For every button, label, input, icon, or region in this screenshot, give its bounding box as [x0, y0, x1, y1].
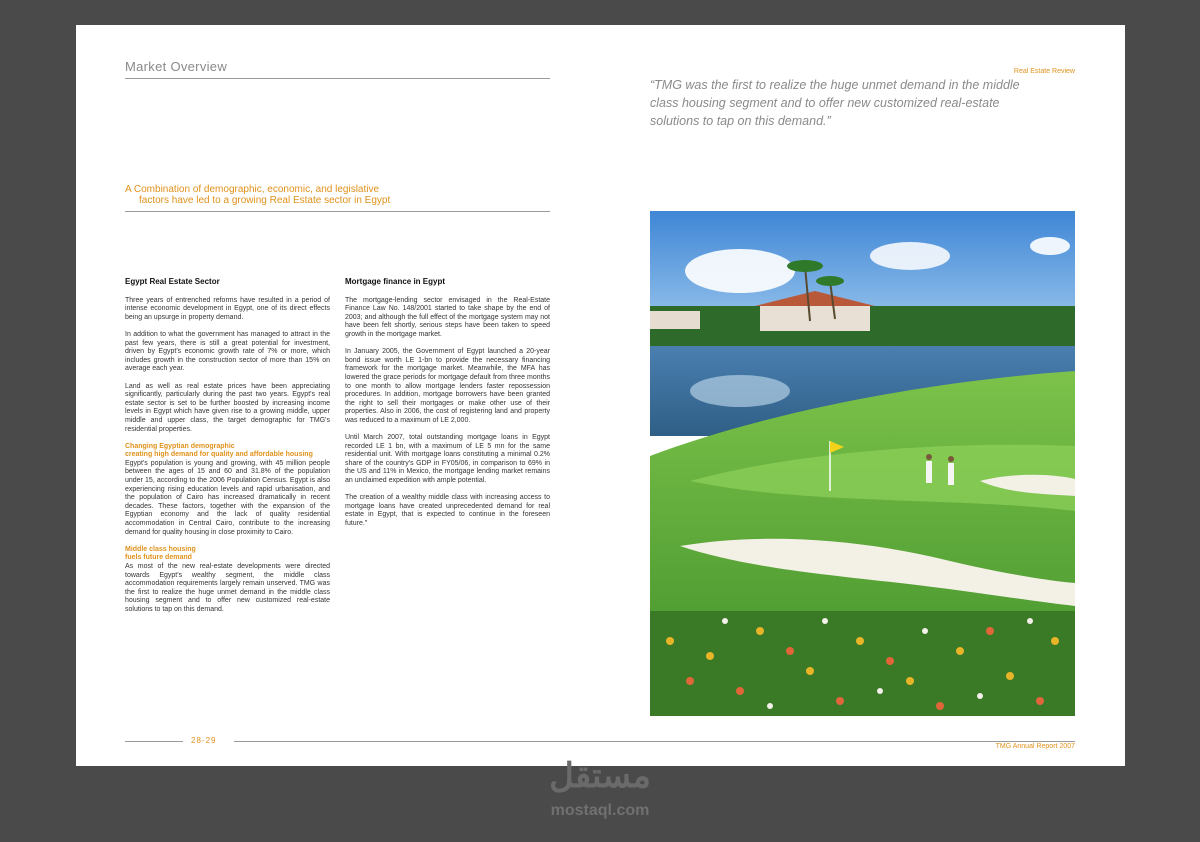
subheading-demographic-2: creating high demand for quality and affordable housing [125, 451, 313, 459]
pull-quote: “TMG was the first to realize the huge unmet demand in the middle class housing segment and to offer new customized real-estate solutions to tap on this demand.” [650, 78, 1020, 128]
section-title: Market Overview [125, 59, 228, 74]
footer-rule-left [125, 741, 183, 742]
review-label: Real Estate Review [1013, 68, 1075, 75]
subheading-middle-class-1: Middle class housing [125, 545, 196, 553]
subtitle-line-1: A Combination of demographic, economic, and legislative [125, 184, 380, 195]
paragraph: Three years of entrenched reforms have resulted in a period of intense economic development in Egypt, one of its direct effects being an upsurge in property demand. [125, 296, 330, 321]
heading-mortgage-finance: Mortgage finance in Egypt [345, 277, 446, 286]
paragraph: Until March 2007, total outstanding mortgage loans in Egypt recorded LE 1 bn, with a maximum of LE 5 mn for the same residential unit. With mortgage loans constituting a minimal 0.2% share of the country's GDP in FY05/06, in comparison to 69% in the US and 11% in Mexico, the mortgage lending market remains an unclaimed expedition with ample potential. [345, 434, 550, 485]
watermark-arabic: مستقل [549, 757, 651, 795]
heading-egypt-real-estate: Egypt Real Estate Sector [125, 277, 220, 286]
section-subtitle [125, 184, 545, 206]
paragraph: In addition to what the government has managed to attract in the past few years, there is still a great potential for investment, driven by Egypt's economic growth rate of 7% or more, which includes growth in the construction sector of more than 15% on average each year. [125, 330, 330, 373]
paragraph: In January 2005, the Government of Egypt launched a 20-year bond issue worth LE 1-bn to provide the necessary financing framework for the mortgage market. Meanwhile, the MFA has lowered the grace periods for mortgage default from three months to one month to allow mortgage lenders faster repossession procedures. In addition, mortgage borrowers have been granted the right to sell their mortgages or make other use of their properties. Also in 2006, the cost of registering land and property was reduced to a maximum of LE 2,000. [345, 348, 550, 424]
subtitle-rule [125, 211, 550, 212]
golf-course-illustration [650, 211, 1075, 716]
page-numbers: 28-29 [191, 736, 217, 745]
paragraph: The creation of a wealthy middle class with increasing access to mortgage loans have created unprecedented demand for real estate in Egypt, that is expected to continue in the foreseen future." [345, 494, 550, 528]
subheading-middle-class-2: fuels future demand [125, 554, 192, 562]
column-egypt-real-estate [125, 278, 330, 623]
golf-course-photo [650, 211, 1075, 716]
paragraph: The mortgage-lending sector envisaged in the Real-Estate Finance Law No. 148/2001 started to take shape by the end of 2003; and although the full effect of the mortgage system may not have been felt shortly, serious steps have been taken to speed growth in the mortgage market. [345, 296, 550, 338]
brochure-spread [76, 25, 1125, 766]
paragraph: As most of the new real-estate developments were directed towards Egypt's wealthy segment, the middle class accommodation requirements largely remain unserved. TMG was the first to realize the huge unmet demand in the middle class housing segment and to offer new customized real-estate solutions to tap on this demand. [125, 563, 330, 613]
column-mortgage-finance [345, 278, 550, 537]
title-rule [125, 78, 550, 79]
paragraph: Egypt's population is young and growing, with 45 million people between the ages of 15 and 60 and 31.8% of the population under 15, according to the 2006 Population Census. Egypt is also experiencing rising education levels and rapid urbanisation, and the population of Cairo has increased dramatically in recent decades. These factors, together with the expansion of the Egyptian economy and the lack of quality residential accommodation in Central Cairo, contribute to the increasing demand for quality housing in close proximity to Cairo. [125, 459, 330, 536]
subtitle-line-2: factors have led to a growing Real Estate sector in Egypt [139, 195, 391, 206]
watermark-latin: mostaql.com [550, 802, 650, 819]
footer-rule-right [234, 741, 1075, 742]
paragraph: Land as well as real estate prices have been appreciating significantly, particularly during the past two years. Egypt's real estate sector is set to be further boosted by increasing income levels in Egypt which have given rise to a growing middle, upper middle and upper class, the target demographic for TMG's residential properties. [125, 382, 330, 433]
subheading-demographic-1: Changing Egyptian demographic [125, 442, 235, 450]
report-footer: TMG Annual Report 2007 [995, 743, 1075, 750]
